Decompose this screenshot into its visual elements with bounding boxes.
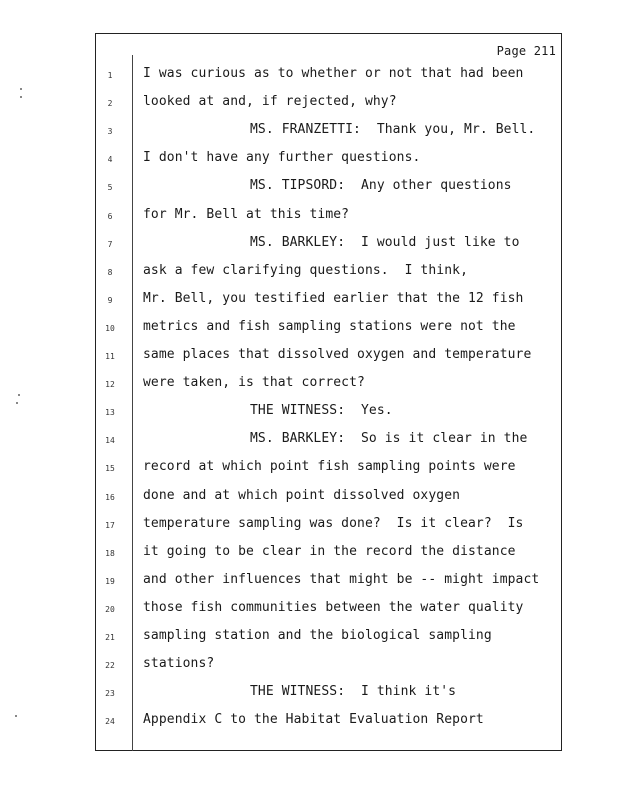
transcript-line	[0, 459, 618, 479]
transcript-line	[0, 207, 618, 227]
transcript-line	[0, 684, 618, 704]
line-text: Mr. Bell, you testified earlier that the 12 fish	[143, 290, 524, 306]
line-text: MS. BARKLEY: I would just like to	[250, 234, 520, 250]
line-text: and other influences that might be -- might impact	[143, 571, 540, 587]
scan-speck	[20, 96, 22, 98]
line-text: same places that dissolved oxygen and temperature	[143, 347, 532, 362]
line-text: sampling station and the biological sampling	[143, 628, 492, 643]
line-number: 11	[105, 352, 115, 361]
transcript-line	[0, 122, 618, 142]
transcript-line	[0, 628, 618, 648]
line-text: MS. BARKLEY: So is it clear in the	[250, 431, 528, 447]
line-text: were taken, is that correct?	[143, 375, 365, 391]
line-text: THE WITNESS: Yes.	[250, 403, 393, 419]
transcript-line	[0, 403, 618, 423]
line-number: 8	[107, 267, 113, 277]
line-text: stations?	[143, 656, 215, 672]
line-text: Appendix C to the Habitat Evaluation Report	[143, 712, 484, 728]
scan-speck	[15, 715, 17, 717]
line-text: record at which point fish sampling points were	[143, 459, 516, 475]
page-number: Page 211	[496, 44, 556, 58]
line-text: for Mr. Bell at this time?	[143, 206, 350, 222]
line-number: 7	[107, 239, 113, 249]
line-number: 20	[105, 604, 115, 614]
transcript-line	[0, 263, 618, 283]
transcript-line	[0, 347, 618, 367]
transcript-line	[0, 656, 618, 676]
line-number: 16	[105, 492, 115, 502]
line-number: 23	[105, 689, 115, 699]
transcript-line	[0, 178, 618, 198]
line-number: 19	[105, 576, 115, 586]
line-number: 21	[105, 633, 115, 642]
line-number: 22	[105, 661, 115, 671]
transcript-line	[0, 431, 618, 451]
transcript-line	[0, 488, 618, 508]
line-text: looked at and, if rejected, why?	[143, 94, 397, 110]
line-text: I was curious as to whether or not that had been	[143, 66, 524, 81]
transcript-line	[0, 600, 618, 620]
line-text: THE WITNESS: I think it's	[250, 684, 457, 700]
line-number: 2	[107, 99, 113, 109]
line-text: temperature sampling was done? Is it clear? Is	[143, 515, 524, 531]
line-text: MS. FRANZETTI: Thank you, Mr. Bell.	[250, 122, 536, 138]
transcript-line	[0, 66, 618, 86]
line-number: 5	[107, 183, 113, 193]
line-number: 9	[107, 295, 113, 305]
line-number: 24	[105, 717, 115, 727]
line-number: 6	[107, 211, 113, 221]
scan-speck	[18, 394, 20, 396]
line-number: 15	[105, 464, 115, 474]
line-text: done and at which point dissolved oxygen	[143, 487, 461, 503]
line-number: 17	[105, 520, 115, 530]
transcript-line	[0, 544, 618, 564]
line-number: 18	[105, 548, 115, 558]
line-number: 10	[105, 323, 115, 333]
transcript-line	[0, 150, 618, 170]
transcript-line	[0, 375, 618, 395]
line-text: it going to be clear in the record the distance	[143, 543, 516, 559]
line-text: MS. TIPSORD: Any other questions	[250, 178, 512, 194]
line-number: 12	[105, 380, 115, 390]
line-text: metrics and fish sampling stations were not the	[143, 318, 516, 334]
line-number: 14	[105, 436, 115, 446]
transcript-line	[0, 319, 618, 339]
transcript-line	[0, 94, 618, 114]
line-number: 4	[107, 155, 113, 165]
line-number: 1	[107, 71, 113, 80]
line-text: ask a few clarifying questions. I think,	[143, 262, 468, 278]
scan-speck	[16, 402, 18, 404]
line-number: 3	[107, 127, 113, 137]
line-text: I don't have any further questions.	[143, 150, 421, 166]
transcript-line	[0, 235, 618, 255]
transcript-line	[0, 572, 618, 592]
line-text: those fish communities between the water quality	[143, 599, 524, 615]
transcript-line	[0, 291, 618, 311]
scan-speck	[20, 88, 22, 90]
transcript-line	[0, 712, 618, 732]
line-number: 13	[105, 408, 115, 418]
transcript-line	[0, 516, 618, 536]
